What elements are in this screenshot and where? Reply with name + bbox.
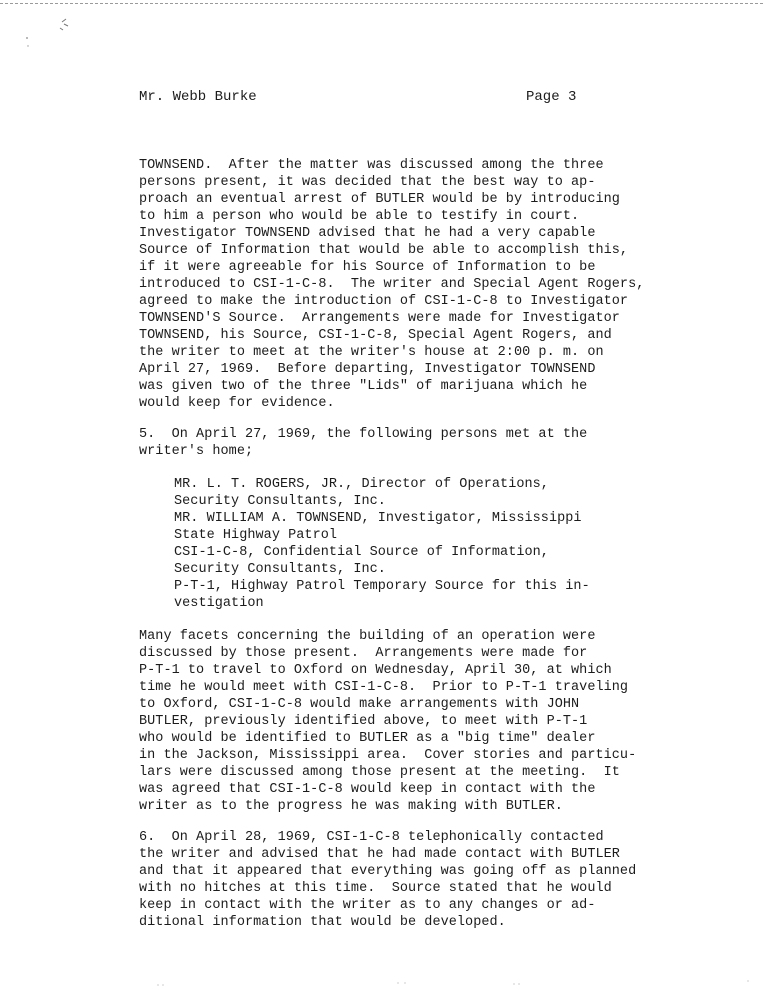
paragraph-6-contact: 6. On April 28, 1969, CSI-1-C-8 telephonically contacted the writer and advised that he had made contact with BUTLER and that it appeared that everything was going off as planned with no hitches at this time. Source stated that he would keep in contact with the writer as to any changes or ad- ditional information that would be developed. bbox=[139, 830, 637, 930]
paragraph-5-meeting: 5. On April 27, 1969, the following persons met at the writer's home; bbox=[139, 427, 588, 459]
top-border-line bbox=[0, 3, 763, 4]
paragraph-operation-planning: Many facets concerning the building of an operation were discussed by those present. Arrangements were made for P-T-1 to travel to Oxford on Wednesday, April 30, at which time he would meet with CSI-1-C-8. Prior to P-T-1 traveling to Oxford, CSI-1-C-8 would make arrangements with JOHN BUTLER, previously identified above, to meet with P-T-1 who would be identified to BUTLER as a "big time" dealer in the Jackson, Mississippi area. Cover stories and particu- lars were discussed among those present at the meeting. It was agreed that CSI-1-C-8 would keep in contact with the writer as to the progress he was making with BUTLER. bbox=[139, 629, 637, 814]
paragraph-townsend-source: TOWNSEND. After the matter was discussed among the three persons present, it was decided that the best way to ap- proach an eventual arrest of BUTLER would be by introducing to him a person who would be able to testify in court. Investigator TOWNSEND advised that he had a very capable Source of Information that would be able to accomplish this, if it were agreeable for his Source of Information to be introduced to CSI-1-C-8. The writer and Special Agent Rogers, agreed to make the introduction of CSI-1-C-8 to Investigator TOWNSEND'S Source. Arrangements were made for Investigator TOWNSEND, his Source, CSI-1-C-8, Special Agent Rogers, and the writer to meet at the writer's house at 2:00 p. m. on April 27, 1969. Before departing, Investigator TOWNSEND was given two of the three "Lids" of marijuana which he would keep for evidence. bbox=[139, 158, 645, 411]
page-number: Page 3 bbox=[526, 89, 577, 105]
bottom-scan-specks bbox=[0, 975, 763, 990]
attendee-list: MR. L. T. ROGERS, JR., Director of Operations, Security Consultants, Inc. MR. WILLIAM A. TOWNSEND, Investigator, Mississippi State Highway Patrol CSI-1-C-8, Confidential Source of Information, Security Consultants, Inc. P-T-1, Highway Patrol Temporary Source for this in- vestigation bbox=[174, 477, 590, 611]
corner-scan-marks bbox=[22, 16, 82, 56]
addressee-header: Mr. Webb Burke bbox=[139, 89, 257, 105]
